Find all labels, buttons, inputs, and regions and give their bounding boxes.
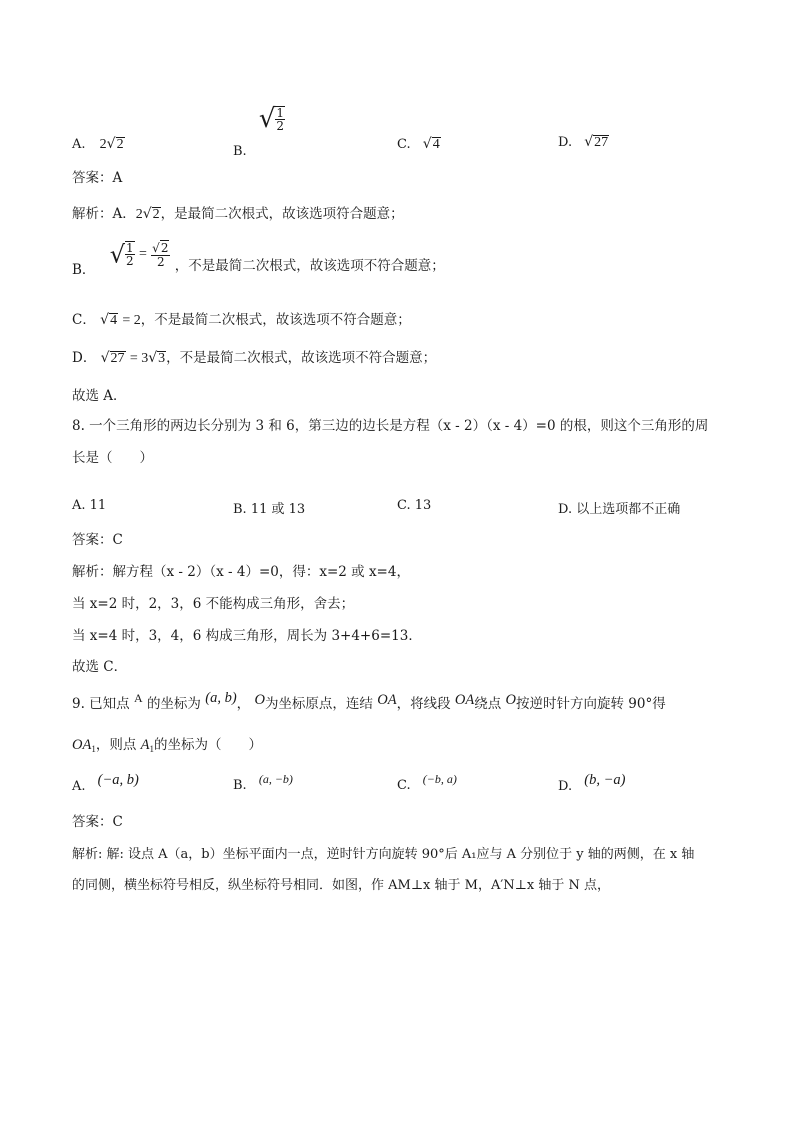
q9-option-c: C. (−b, a): [397, 772, 457, 793]
q8-answer: 答案：C: [72, 532, 123, 548]
q7-option-b: B. √ $\frac{1}{2}$: [233, 104, 285, 159]
q8-conclusion: 故选 C．: [72, 659, 128, 675]
q7-conclusion: 故选 A．: [72, 388, 127, 404]
q9-stem-line2: $OA_1$，则点 $A_1$的坐标为（ ）: [72, 737, 262, 754]
q8-option-c: C. 13: [397, 498, 432, 513]
q7-option-d: D. √27: [558, 134, 609, 150]
q8-explanation-2: 当 x=2 时，2，3，6 不能构成三角形，舍去；: [72, 596, 355, 612]
q8-explanation-3: 当 x=4 时，3，4，6 构成三角形，周长为 3+4+6=13．: [72, 628, 422, 644]
q7-explanation-c: C． √4 = 2，不是最简二次根式，故该选项不符合题意；: [72, 312, 411, 328]
q9-explanation-1: 解析: 解: 设点 A（a，b）坐标平面内一点，逆时针方向旋转 90°后 A₁应与 A 分别位于 y 轴的两侧，在 x 轴: [72, 847, 695, 862]
q8-option-b: B. 11 或 13: [233, 502, 306, 517]
q9-option-a: A. (−a, b): [72, 772, 139, 794]
q9-stem-line1: 9. 已知点 A 的坐标为 (a, b)， O为坐标原点，连结 OA，将线段 OA绕点 O按逆时针方向旋转 90°得: [72, 690, 666, 712]
q7-answer: 答案：A: [72, 170, 123, 186]
q7-explanation-a: 解析：A．2√2，是最简二次根式，故该选项符合题意；: [72, 206, 404, 222]
q7-explanation-d: D． √27 = 3√3，不是最简二次根式，故该选项不符合题意；: [72, 350, 437, 366]
q8-option-a: A. 11: [72, 498, 107, 513]
q7-option-a: A. 2√2: [72, 136, 124, 152]
q9-option-d: D. (b, −a): [558, 772, 626, 794]
q8-stem-line2: 长是（ ）: [72, 450, 153, 466]
q9-explanation-2: 的同侧，横坐标符号相反，纵坐标符号相同．如图，作 AM⊥x 轴于 M，A′N⊥x 轴于 N 点，: [72, 878, 611, 893]
q9-answer: 答案：C: [72, 814, 123, 830]
q7-explanation-b: B． √ $\frac{1}{2}$ = $\frac{√2}{2}$ ，不是最简二次根式，故该选项不符合题意；: [72, 240, 445, 278]
q8-stem-line1: 8. 一个三角形的两边长分别为 3 和 6，第三边的边长是方程（x - 2）（x - 4）=0 的根，则这个三角形的周: [72, 418, 709, 434]
q7-option-c: C. √4: [397, 136, 440, 152]
q8-option-d: D. 以上选项都不正确: [558, 502, 681, 517]
q8-explanation-1: 解析：解方程（x - 2）（x - 4）=0，得：x=2 或 x=4，: [72, 564, 410, 580]
q9-option-b: B. (a, −b): [233, 772, 293, 793]
